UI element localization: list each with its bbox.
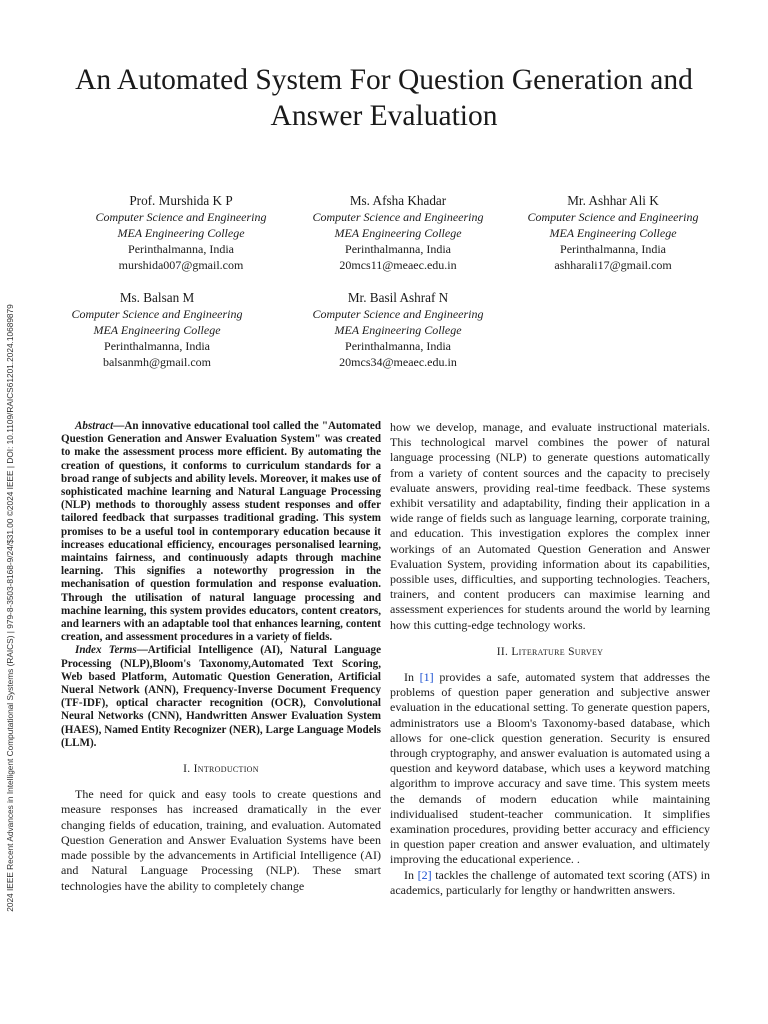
author-place: Perinthalmanna, India	[128, 242, 234, 256]
author-place: Perinthalmanna, India	[345, 339, 451, 353]
author-college: MEA Engineering College	[549, 226, 677, 240]
lit-paragraph-2: In [2] tackles the challenge of automated text scoring (ATS) in academics, particularly for lengthy or handwritten answers.	[390, 867, 710, 897]
index-terms-text: —Artificial Intelligence (AI), Natural Language Processing (NLP),Bloom's Taxonomy,Automated Text Scoring, Web based Platform, Automatic Question Generation, Artificial Nueral Network (ANN), Frequency-Inverse Document Frequency (TF-IDF), optical character recognition (OCR), Convolutional Neural Networks (CNN), Handwritten Answer Evaluation System (HAES), Named Entity Recognizer (NER), Large Language Models (LLM).	[61, 644, 381, 749]
author-1	[66, 192, 296, 273]
author-place: Perinthalmanna, India	[104, 339, 210, 353]
author-place: Perinthalmanna, India	[345, 242, 451, 256]
author-email: ashharali17@gmail.com	[554, 258, 672, 272]
author-5	[283, 289, 513, 370]
author-name: Mr. Basil Ashraf N	[347, 290, 449, 305]
author-dept: Computer Science and Engineering	[527, 210, 699, 224]
author-dept: Computer Science and Engineering	[95, 210, 267, 224]
ieee-citation: 2024 IEEE Recent Advances in Intelligent Computational Systems (RAICS) | 979-8-3503-8168-9/24/$31.00 ©2024 IEEE | DOI: 10.1109/RAICS61201.2024.10689879	[5, 303, 15, 912]
citation-link-2[interactable]: [2]	[417, 867, 432, 882]
author-4	[42, 289, 272, 370]
author-2	[283, 192, 513, 273]
author-email: 20mcs11@meaec.edu.in	[339, 258, 457, 272]
author-3	[498, 192, 728, 273]
citation-link-1[interactable]: [1]	[419, 670, 434, 685]
author-dept: Computer Science and Engineering	[312, 307, 484, 321]
author-dept: Computer Science and Engineering	[312, 210, 484, 224]
author-email: 20mcs34@meaec.edu.in	[339, 355, 457, 369]
author-college: MEA Engineering College	[334, 226, 462, 240]
index-terms-label: Index Terms	[75, 644, 137, 657]
lit-paragraph-1: In [1] provides a safe, automated system that addresses the problems of question paper generation and subjective answer evaluation in the educational setting. To generate question papers, administrators use a Bloom's Taxonomy-based database, which allows for one-click question generation. Security is ensured through cryptography, and answer evaluation is automated using a question and keyword database, which uses a keyword matching algorithm to improve accuracy and save time. This system meets the demands of modern education while maintaining individualised student-teacher communication. It simplifies examination procedures, providing better accuracy and efficiency in question paper creation and answer evaluation, and ultimately improving the educational experience. .	[390, 670, 710, 867]
abstract-text: —An innovative educational tool called the "Automated Question Generation and Answer Evaluation System" was created to make the assessment process more efficient. By automating the creation of questions, it conforms to curriculum standards for a broad range of subjects and ability levels. Moreover, it makes use of sophisticated machine learning and Natural Language Processing (NLP) methods to thoroughly assess student responses and offer tailored feedback that surpasses traditional grading. This system promises to be a useful tool in contemporary education because it increases educational efficiency, encourages personalised learning, maintains fairness, and continuously adapts through machine learning. This signifies a noteworthy progression in the mechanisation of question formulation and response evaluation. Through the utilisation of natural language processing and machine learning, this system provides educators, content creators, and learners with an adaptable tool that enhances learning, content creation, and assessment procedures in a variety of fields.	[61, 420, 381, 644]
author-name: Mr. Ashhar Ali K	[567, 193, 659, 208]
author-college: MEA Engineering College	[93, 323, 221, 337]
author-name: Ms. Afsha Khadar	[349, 193, 447, 208]
intro-paragraph-continued: how we develop, manage, and evaluate instructional materials. This technological marvel combines the power of natural language processing (NLP) to generate questions automatically from a variety of content sources and the capacity to precisely evaluate answers, providing real-time feedback. These systems exhibit versatility and adaptability, finding their application in a wide range of fields such as language learning, corporate training, and education. This investigation explores the complex inner workings of an Automated Question Generation and Answer Evaluation System, providing information about its capabilities, possible uses, difficulties, and supporting technologies. Teachers, trainers, and content producers can maximise learning and assessment experiences for students around the world by learning how this cutting-edge technology works.	[390, 420, 710, 632]
ieee-sidebar	[2, 265, 18, 950]
author-name: Prof. Murshida K P	[129, 193, 233, 208]
author-place: Perinthalmanna, India	[560, 242, 666, 256]
author-name: Ms. Balsan M	[119, 290, 195, 305]
right-column	[390, 420, 710, 898]
intro-paragraph: The need for quick and easy tools to create questions and measure responses has increased dramatically in the ever changing fields of education, training, and evaluation. Automated Question Generation and Answer Evaluation Systems have been made possible by the advancements in Artificial Intelligence (AI) and Natural Language Processing (NLP). These smart technologies have the ability to completely change	[61, 787, 381, 893]
paper-title: An Automated System For Question Generation and Answer Evaluation	[75, 64, 693, 132]
section-heading-introduction: I. Introduction	[183, 763, 259, 776]
author-college: MEA Engineering College	[117, 226, 245, 240]
abstract-label: Abstract	[75, 420, 114, 432]
author-college: MEA Engineering College	[334, 323, 462, 337]
author-email: balsanmh@gmail.com	[102, 355, 212, 369]
author-email: murshida007@gmail.com	[118, 258, 244, 272]
author-dept: Computer Science and Engineering	[71, 307, 243, 321]
abstract	[61, 420, 381, 750]
section-heading-literature-survey: II. Literature Survey	[496, 645, 604, 658]
left-column	[61, 420, 381, 894]
